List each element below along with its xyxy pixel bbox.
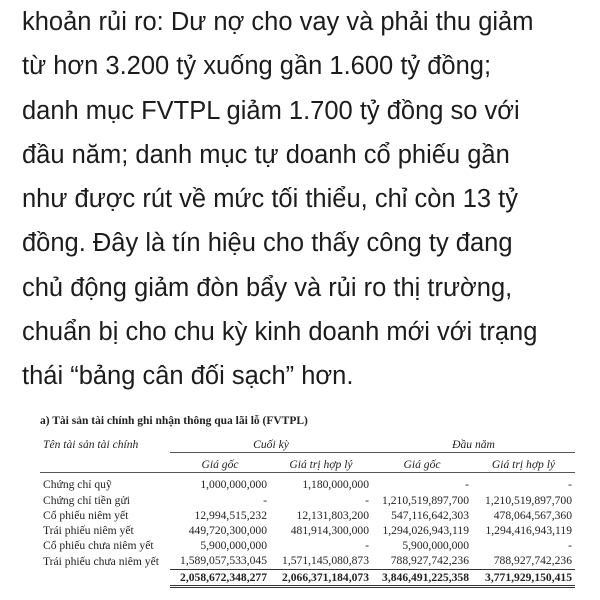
table-heading: a) Tài sản tài chính ghi nhận thông qua lãi lỗ (FVTPL) [40,415,308,427]
cell-end-fair: - [365,539,369,553]
row-name: Cổ phiếu chưa niêm yết [43,539,154,553]
cell-start-fair: 788,927,742,236 [493,554,572,568]
name-column-header: Tên tài sản tài chính [43,438,139,452]
cell-end-fair: 1,571,145,080,873 [282,554,369,568]
cell-end-cost: - [263,493,267,507]
fvtpl-table [40,437,575,588]
cell-end-cost: 1,589,057,533,045 [180,554,267,568]
table-row [40,493,575,508]
row-name: Cổ phiếu niêm yết [43,508,129,522]
article-body [22,0,592,399]
table-sub-header-row [40,457,575,473]
total-end-fair: 2,066,371,184,073 [270,569,372,586]
col-header-end-fair: Giá trị hợp lý [270,457,372,473]
col-header-end-cost: Giá gốc [170,457,270,473]
cell-start-cost: 1,294,026,943,119 [382,524,469,538]
col-header-start-cost: Giá gốc [372,457,472,473]
cell-end-cost: 1,000,000,000 [200,478,267,492]
cell-start-cost: 1,210,519,897,700 [382,493,469,507]
article-line: đầu năm; danh mục tự doanh cổ phiếu gần [22,140,510,169]
cell-end-fair: - [365,493,369,507]
cell-end-fair: 481,914,300,000 [290,524,369,538]
cell-start-cost: 788,927,742,236 [390,554,469,568]
cell-start-cost: - [465,478,469,492]
article-line: đồng. Đây là tín hiệu cho thấy công ty đang [22,229,513,258]
cell-start-fair: 1,210,519,897,700 [485,493,572,507]
row-name: Chứng chỉ quỹ [43,478,112,492]
table-row [40,553,575,569]
article-line: chuẩn bị cho chu kỳ kinh doanh mới với trạng [22,318,538,347]
sub-header-blank [40,457,170,473]
article-line: khoản rủi ro: Dư nợ cho vay và phải thu giảm [22,8,534,36]
group-header-end: Cuối kỳ [170,437,372,453]
cell-end-fair: 12,131,803,200 [296,508,369,522]
article-line: thái “bảng cân đối sạch” hơn. [22,362,354,391]
cell-start-cost: 5,900,000,000 [402,539,469,553]
cell-start-fair: - [568,478,572,492]
total-start-fair: 3,771,929,150,415 [472,569,575,586]
cell-end-cost: 449,720,300,000 [188,524,267,538]
table-group-header-row [40,437,575,453]
row-name: Trái phiếu niêm yết [43,524,134,538]
cell-end-cost: 5,900,000,000 [200,539,267,553]
table-row [40,477,575,492]
table-row [40,508,575,523]
cell-start-cost: 547,116,642,303 [391,508,469,522]
table-total-row [40,569,575,586]
total-start-cost: 3,846,491,225,358 [372,569,472,586]
total-end-cost: 2,058,672,348,277 [170,569,270,586]
article-line: chủ động giảm đòn bẩy và rủi ro thị trường, [22,273,513,302]
col-header-start-fair: Giá trị hợp lý [472,457,575,473]
cell-start-fair: 478,064,567,360 [493,508,572,522]
cell-end-cost: 12,994,515,232 [194,508,267,522]
row-name: Trái phiếu chưa niêm yết [43,554,159,568]
article-line: danh mục FVTPL giảm 1.700 tỷ đồng so với [22,96,520,125]
row-name: Chứng chỉ tiền gửi [43,493,130,507]
group-header-start: Đầu năm [372,437,575,453]
article-line: từ hơn 3.200 tỷ xuống gần 1.600 tỷ đồng; [22,52,492,81]
total-label-blank [40,569,170,586]
cell-end-fair: 1,180,000,000 [302,478,369,492]
fvtpl-table-section [40,412,575,588]
table-row [40,523,575,538]
cell-start-fair: - [568,539,572,553]
article-line: như được rút về mức tối thiểu, chỉ còn 13 tỷ [22,185,518,214]
cell-start-fair: 1,294,416,943,119 [485,524,572,538]
table-row [40,538,575,553]
